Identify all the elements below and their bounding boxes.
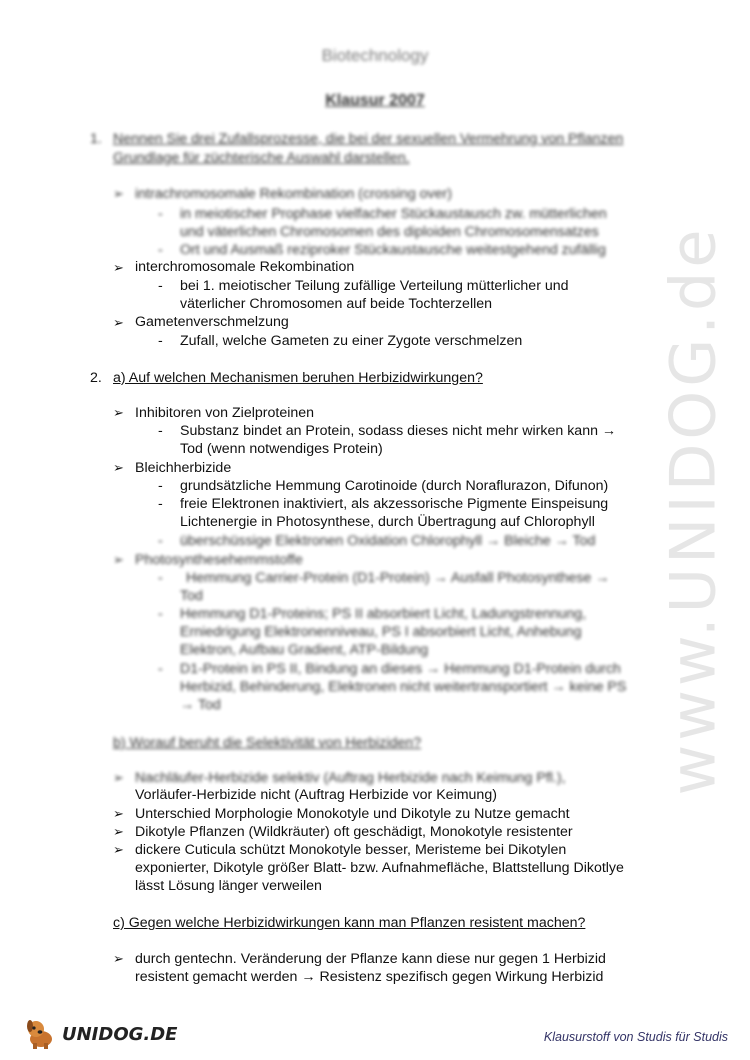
dash-icon: -	[158, 333, 163, 349]
q2b-bullet-3: Dikotyle Pflanzen (Wildkräuter) oft geschädigt, Monokotyle resistenter	[135, 824, 573, 840]
q1-bullet-2: interchromosomale Rekombination	[135, 259, 355, 275]
q1-text-1: Nennen Sie drei Zufallsprozesse, die bei der sexuellen Vermehrung von Pflanzen	[113, 131, 624, 147]
q1-number: 1.	[90, 131, 102, 147]
q2a-bullet-3: Photosynthesehemmstoffe	[135, 552, 303, 568]
q2a-b3-dash-3b: Herbizid, Behinderung, Elektronen nicht weitertransportiert → keine PS	[180, 679, 627, 695]
dash-icon: -	[158, 496, 163, 512]
unidog-logo[interactable]	[24, 1016, 177, 1052]
dash-icon: -	[158, 478, 163, 494]
q2a-b2-dash-2b: Lichtenergie in Photosynthese, durch Übertragung auf Chlorophyll	[180, 514, 595, 530]
q2-number: 2.	[90, 370, 102, 386]
bullet-icon: ➢	[113, 405, 124, 420]
bullet-icon: ➢	[113, 460, 124, 475]
q2b-bullet-2: Unterschied Morphologie Monokotyle und Dikotyle zu Nutze gemacht	[135, 806, 570, 822]
dash-icon: -	[158, 570, 163, 586]
doc-title: Biotechnology	[321, 46, 429, 65]
dash-icon: -	[158, 206, 163, 222]
q2b-bullet-1a: Nachläufer-Herbizide selektiv (Auftrag Herbizide nach Keimung Pfl.),	[135, 770, 566, 786]
q1-b1-dash-2: Ort und Ausmaß reziproker Stückaustausche weitestgehend zufällig	[180, 242, 606, 258]
q2a-b3-dash-1a: Hemmung Carrier-Protein (D1-Protein) → Ausfall Photosynthese →	[186, 570, 610, 586]
q2a-b3-dash-2c: Elektron, Aufbau Gradient, ATP-Bildung	[180, 642, 429, 658]
bullet-icon: ➢	[113, 951, 124, 966]
q2a-bullet-1: Inhibitoren von Zielproteinen	[135, 405, 315, 421]
q2a-b3-dash-2a: Hemmung D1-Proteins; PS II absorbiert Licht, Ladungstrennung,	[180, 606, 587, 622]
q1-b2-dash-1b: väterlicher Chromosomen auf beide Tochterzellen	[180, 296, 493, 312]
watermark: www.UNIDOG.de	[656, 225, 730, 795]
q2a-b2-dash-1: grundsätzliche Hemmung Carotinoide (durch Noraflurazon, Difunon)	[180, 478, 609, 494]
bullet-icon: ➢	[113, 770, 124, 785]
q2b-bullet-4a: dickere Cuticula schützt Monokotyle besser, Meristeme bei Dikotylen	[135, 842, 567, 858]
dash-icon: -	[158, 661, 163, 677]
q1-b2-dash-1a: bei 1. meiotischer Teilung zufällige Verteilung mütterlicher und	[180, 278, 569, 294]
q2b-bullet-4c: lässt Lösung länger verweilen	[135, 878, 322, 894]
q2a-b3-dash-3a: D1-Protein in PS II, Bindung an dieses → Hemmung D1-Protein durch	[180, 661, 621, 677]
q2a-b3-dash-3c: → Tod	[180, 697, 221, 713]
dash-icon: -	[158, 423, 163, 439]
dash-icon: -	[158, 533, 163, 549]
q2a-b2-dash-2a: freie Elektronen inaktiviert, als akzessorische Pigmente Einspeisung	[180, 496, 609, 512]
q2c-bullet-1b: resistent gemacht werden → Resistenz spezifisch gegen Wirkung Herbizid	[135, 969, 604, 985]
dash-icon: -	[158, 606, 163, 622]
dash-icon: -	[158, 242, 163, 258]
q2b-bullet-4b: exponierter, Dikotyle größer Blatt- bzw. Aufnahmefläche, Blattstellung Dikotlye	[135, 860, 624, 876]
bullet-icon: ➢	[113, 806, 124, 821]
q2a-b1-dash-1b: Tod (wenn notwendiges Protein)	[180, 441, 383, 457]
logo-text: UNIDOG.DE	[62, 1023, 178, 1045]
q2b-bullet-1b: Vorläufer-Herbizide nicht (Auftrag Herbizide vor Keimung)	[135, 787, 497, 803]
q1-bullet-1: intrachromosomale Rekombination (crossing over)	[135, 186, 452, 202]
q1-text-2: Grundlage für züchterische Auswahl darstellen.	[113, 150, 410, 166]
bullet-icon: ➢	[113, 315, 124, 330]
q2a-b3-dash-1b: Tod	[180, 588, 203, 604]
bullet-icon: ➢	[113, 824, 124, 839]
q2a-b2-dash-3: überschüssige Elektronen Oxidation Chlorophyll → Bleiche → Tod	[180, 533, 596, 549]
dash-icon: -	[158, 278, 163, 294]
q2a-bullet-2: Bleichherbizide	[135, 460, 232, 476]
q2b-title: b) Worauf beruht die Selektivität von Herbiziden?	[113, 735, 422, 751]
dog-icon	[24, 1017, 58, 1051]
bullet-icon: ➢	[113, 260, 124, 275]
q1-bullet-3: Gametenverschmelzung	[135, 314, 289, 330]
q1-b3-dash-1: Zufall, welche Gameten zu einer Zygote verschmelzen	[180, 333, 523, 349]
bullet-icon: ➢	[113, 186, 124, 201]
q1-b1-dash-1a: in meiotischer Prophase vielfacher Stückaustausch zw. mütterlichen	[180, 206, 607, 222]
bullet-icon: ➢	[113, 552, 124, 567]
q2c-bullet-1a: durch gentechn. Veränderung der Pflanze kann diese nur gegen 1 Herbizid	[135, 951, 606, 967]
bullet-icon: ➢	[113, 842, 124, 857]
q2c-title: c) Gegen welche Herbizidwirkungen kann man Pflanzen resistent machen?	[113, 915, 586, 931]
q2a-b3-dash-2b: Erniedrigung Elektronenniveau, PS I absorbiert Licht, Anhebung	[180, 624, 582, 640]
footer-tagline: Klausurstoff von Studis für Studis	[543, 1030, 728, 1044]
q2a-title: a) Auf welchen Mechanismen beruhen Herbizidwirkungen?	[113, 370, 483, 386]
q2a-b1-dash-1a: Substanz bindet an Protein, sodass dieses nicht mehr wirken kann →	[180, 423, 617, 439]
q1-b1-dash-1b: und väterlichen Chromosomen des diploiden Chromosomensatzes	[180, 224, 599, 240]
exam-title: Klausur 2007	[325, 92, 425, 109]
